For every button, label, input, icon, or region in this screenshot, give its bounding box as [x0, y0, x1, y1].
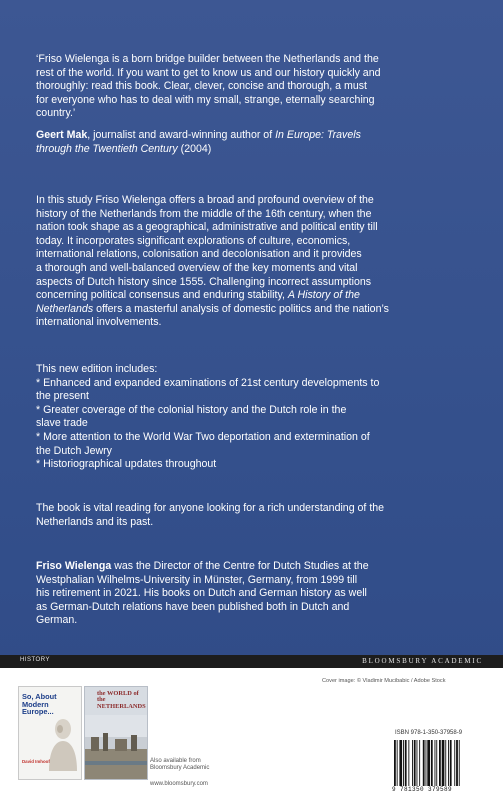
list-item: * Greater coverage of the colonial history and the Dutch role in the [36, 403, 347, 416]
work-title-cont: through the Twentieth Century [36, 142, 178, 155]
quote-line: for everyone who has to deal with my small, strange, eternally searching [36, 93, 375, 106]
attribution-line [36, 143, 476, 157]
body-line: history of the Netherlands from the middle of the 16th century, when the [36, 207, 372, 220]
book-title-cont: Netherlands [36, 302, 94, 315]
also-available-line: Bloomsbury Academic [150, 765, 210, 772]
quote-line: country.’ [36, 107, 76, 120]
list-item: the present [36, 390, 90, 403]
description-paragraph [36, 194, 476, 330]
closing-line: Netherlands and its past. [36, 515, 154, 528]
body-line: today. It incorporates significant explorations of culture, economics, [36, 234, 351, 247]
author-role: , journalist and award-winning author of [87, 129, 276, 141]
body-line: nation took shape as a geographical, administrative and political entity till [36, 221, 378, 234]
list-item: * Enhanced and expanded examinations of 21st century developments to [36, 376, 380, 389]
website-link[interactable]: www.bloomsbury.com [150, 781, 208, 787]
bio-line: his retirement in 2021. His books on Dutch and German history as well [36, 587, 367, 600]
related-book-cover-1 [18, 686, 82, 780]
related-book-author: David Imhoof [22, 759, 50, 764]
body-line [36, 289, 476, 303]
quote-line: rest of the world. If you want to get to know us and our history quickly and [36, 66, 381, 79]
quote-line: thoroughly: read this book. Clear, clever, concise and thorough, a must [36, 80, 367, 93]
work-year: (2004) [177, 142, 212, 155]
category-strip [0, 655, 503, 668]
body-line: international relations, colonisation and decolonisation and it provides [36, 248, 362, 261]
author-name: Friso Wielenga [36, 560, 112, 572]
bio-line: German. [36, 614, 78, 627]
work-title: In Europe: Travels [275, 129, 361, 141]
body-line: aspects of Dutch history since 1555. Challenging incorrect assumptions [36, 275, 372, 288]
attribution-line [36, 129, 476, 143]
list-item: slave trade [36, 417, 88, 430]
bottom-panel [0, 668, 503, 800]
bio-line: as German-Dutch relations have been published both in Dutch and [36, 600, 350, 613]
barcode-number: 9 781350 379589 [392, 786, 453, 793]
body-line-text: offers a masterful analysis of domestic politics and the nation’s [93, 302, 389, 315]
also-available-text [150, 758, 209, 773]
body-line: In this study Friso Wielenga offers a broad and profound overview of the [36, 194, 374, 206]
bio-line [36, 560, 476, 574]
book-title: A History of the [287, 289, 360, 302]
bio-line: Westphalian Wilhelms-University in Münster, Germany, from 1999 till [36, 573, 358, 586]
statue-image [45, 717, 79, 771]
quote-line: ‘Friso Wielenga is a born bridge builder between the Netherlands and the [36, 53, 379, 65]
endorsement-quote [36, 53, 476, 121]
body-line: international involvements. [36, 316, 162, 329]
quote-author: Geert Mak [36, 129, 88, 141]
related-book-title: So, About Modern Europe... [22, 692, 57, 717]
quote-attribution [36, 129, 476, 156]
closing-paragraph [36, 502, 476, 529]
isbn-label: ISBN 978-1-350-37958-9 [395, 730, 463, 736]
list-item: * Historiographical updates throughout [36, 458, 217, 471]
related-book-cover-2 [84, 686, 148, 780]
author-bio [36, 560, 476, 628]
body-line: a thorough and well-balanced overview of the key moments and vital [36, 261, 358, 274]
cover-credit: Cover image: © Vladimir Mucibabic / Adobe Stock [322, 678, 446, 684]
list-item: the Dutch Jewry [36, 444, 112, 457]
body-line-text: concerning political consensus and enduring stability, [36, 289, 288, 302]
list-item: * More attention to the World War Two deportation and extermination of [36, 430, 370, 443]
closing-line: The book is vital reading for anyone looking for a rich understanding of the [36, 502, 385, 514]
also-available-line: Also available from [150, 758, 201, 764]
category-label: HISTORY [20, 657, 50, 663]
related-book-title: the WORLD of the NETHERLANDS [97, 690, 146, 710]
painting-image [85, 715, 147, 779]
body-line [36, 303, 476, 317]
new-edition-list [36, 363, 476, 472]
barcode-image [392, 740, 484, 786]
list-heading: This new edition includes: [36, 363, 158, 375]
publisher-name: BLOOMSBURY ACADEMIC [362, 657, 483, 665]
bio-text: was the Director of the Centre for Dutch Studies at the [111, 560, 369, 572]
